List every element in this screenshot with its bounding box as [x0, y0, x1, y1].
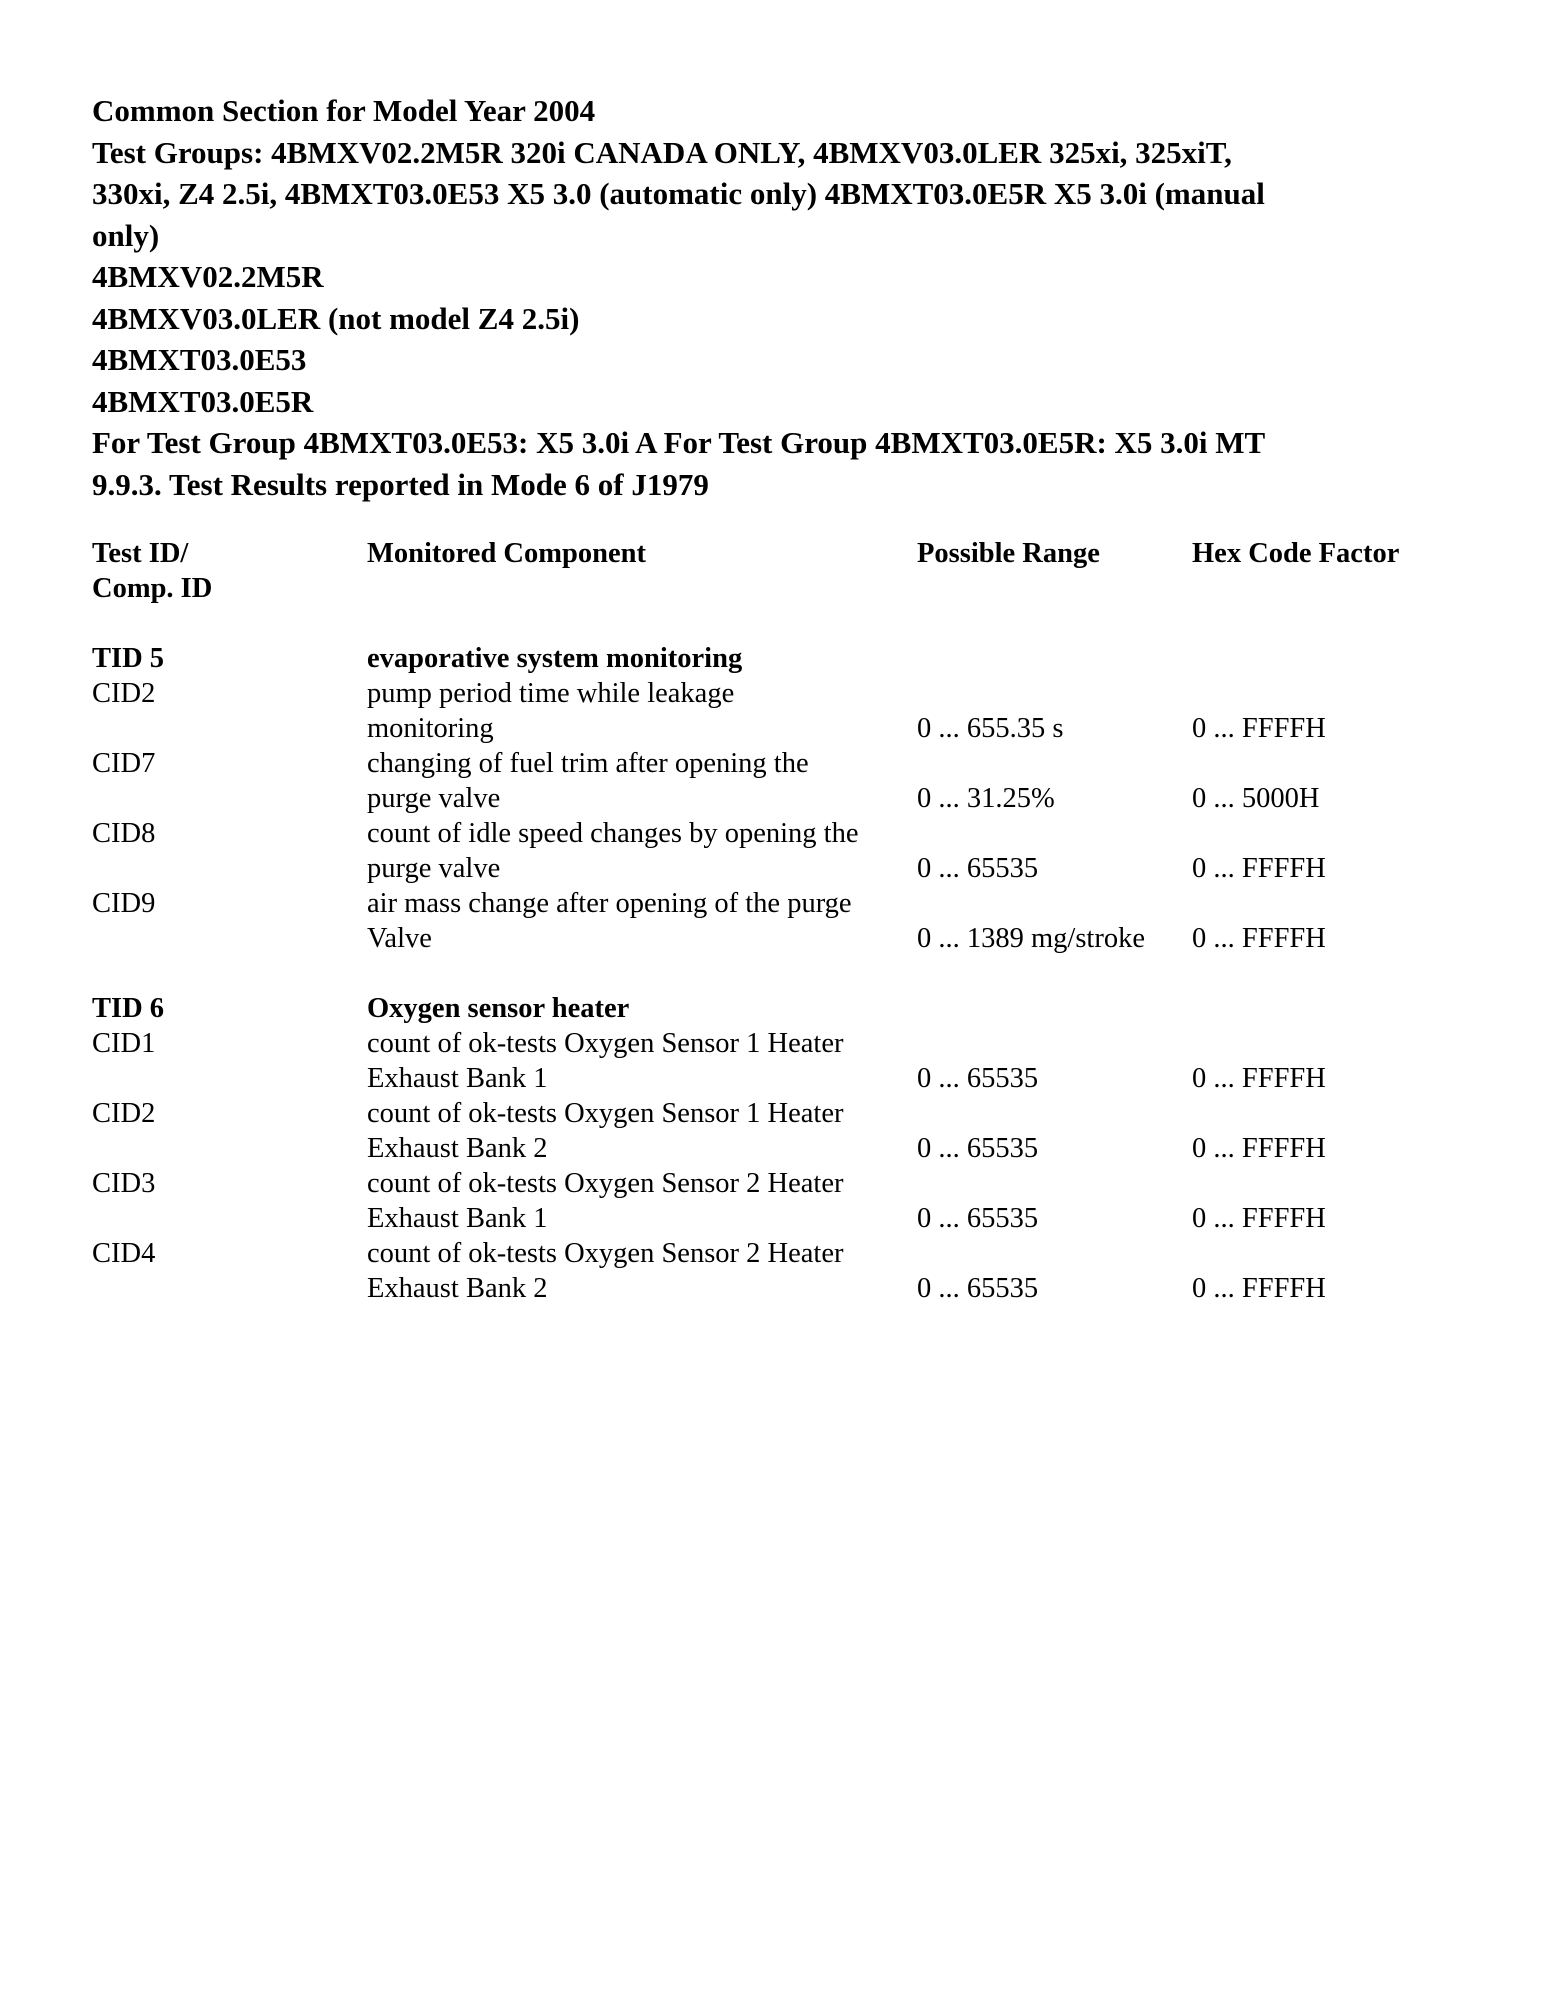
- row-range: 0 ... 65535: [917, 1133, 1039, 1164]
- table-row: [92, 886, 1492, 956]
- row-range: 0 ... 65535: [917, 1203, 1039, 1234]
- row-component-line-2: Exhaust Bank 2: [367, 1133, 548, 1164]
- row-component: [367, 676, 907, 746]
- table-row: [92, 1236, 1492, 1306]
- column-header-test-id-line-2: Comp. ID: [92, 573, 213, 604]
- group-title: Oxygen sensor heater: [367, 993, 630, 1024]
- document-header: [92, 90, 1512, 505]
- row-component-line-1: count of ok-tests Oxygen Sensor 2 Heater: [367, 1168, 844, 1199]
- header-test-groups-line-1: Test Groups: 4BMXV02.2M5R 320i CANADA ONLY, 4BMXV03.0LER 325xi, 325xiT,: [92, 134, 1232, 170]
- row-hex: 0 ... FFFFH: [1192, 1063, 1326, 1094]
- table-row: [92, 1096, 1492, 1166]
- row-cid: CID8: [92, 818, 156, 849]
- row-cid: CID7: [92, 748, 156, 779]
- header-title: Common Section for Model Year 2004: [92, 93, 596, 128]
- row-hex: 0 ... FFFFH: [1192, 1133, 1326, 1164]
- row-component-line-2: Valve: [367, 923, 432, 954]
- column-header-test-id-line-1: Test ID/: [92, 538, 189, 569]
- row-range: 0 ... 65535: [917, 1063, 1039, 1094]
- row-hex: 0 ... FFFFH: [1192, 1273, 1326, 1304]
- section-heading: 9.9.3. Test Results reported in Mode 6 of J1979: [92, 466, 709, 502]
- header-test-group-4: 4BMXT03.0E5R: [92, 383, 314, 419]
- row-component-line-1: count of ok-tests Oxygen Sensor 2 Heater: [367, 1238, 844, 1269]
- row-range: 0 ... 65535: [917, 853, 1039, 884]
- header-test-group-models: For Test Group 4BMXT03.0E53: X5 3.0i A For Test Group 4BMXT03.0E5R: X5 3.0i MT: [92, 425, 1266, 460]
- row-hex: 0 ... FFFFH: [1192, 713, 1326, 744]
- row-component: [367, 886, 907, 956]
- row-component-line-2: Exhaust Bank 2: [367, 1273, 548, 1304]
- table-row: [92, 746, 1492, 816]
- row-component-line-2: purge valve: [367, 853, 501, 884]
- row-range: 0 ... 31.25%: [917, 783, 1055, 814]
- group-title-row: [92, 641, 1492, 676]
- header-test-groups-line-2: 330xi, Z4 2.5i, 4BMXT03.0E53 X5 3.0 (automatic only) 4BMXT03.0E5R X5 3.0i (manual: [92, 176, 1265, 211]
- row-component-line-2: monitoring: [367, 713, 494, 744]
- table-header-row: [92, 536, 1492, 606]
- group-title-row: [92, 991, 1492, 1026]
- row-component-line-1: air mass change after opening of the purge: [367, 888, 852, 919]
- row-cid: CID9: [92, 888, 156, 919]
- header-test-group-3: 4BMXT03.0E53: [92, 342, 307, 377]
- row-component-line-1: changing of fuel trim after opening the: [367, 748, 809, 779]
- row-cid: CID1: [92, 1028, 156, 1059]
- row-cid: CID2: [92, 678, 156, 709]
- table-row: [92, 1026, 1492, 1096]
- row-range: 0 ... 65535: [917, 1273, 1039, 1304]
- row-component-line-1: count of ok-tests Oxygen Sensor 1 Heater: [367, 1028, 844, 1059]
- spacer: [92, 956, 1492, 991]
- row-cid: CID3: [92, 1168, 156, 1199]
- row-component: [367, 1236, 907, 1306]
- row-range: 0 ... 1389 mg/stroke: [917, 923, 1145, 954]
- test-results-table: [92, 536, 1492, 1306]
- group-tid: TID 6: [92, 993, 165, 1024]
- table-row: [92, 676, 1492, 746]
- header-test-groups-line-3: only): [92, 217, 160, 253]
- row-range: 0 ... 655.35 s: [917, 713, 1064, 744]
- row-component-line-2: Exhaust Bank 1: [367, 1203, 548, 1234]
- column-header-hex: Hex Code Factor: [1192, 538, 1400, 569]
- group-title: evaporative system monitoring: [367, 643, 743, 674]
- row-hex: 0 ... FFFFH: [1192, 853, 1326, 884]
- row-component: [367, 1166, 907, 1236]
- column-header-test-id: [92, 536, 352, 606]
- header-test-group-2: 4BMXV03.0LER (not model Z4 2.5i): [92, 300, 580, 336]
- row-cid: CID4: [92, 1238, 156, 1269]
- row-component: [367, 746, 907, 816]
- row-hex: 0 ... FFFFH: [1192, 1203, 1326, 1234]
- row-component-line-1: pump period time while leakage: [367, 678, 735, 709]
- row-component: [367, 1026, 907, 1096]
- row-component: [367, 816, 907, 886]
- row-hex: 0 ... FFFFH: [1192, 923, 1326, 954]
- group-tid: TID 5: [92, 643, 165, 674]
- row-component: [367, 1096, 907, 1166]
- row-component-line-2: purge valve: [367, 783, 501, 814]
- row-cid: CID2: [92, 1098, 156, 1129]
- row-component-line-2: Exhaust Bank 1: [367, 1063, 548, 1094]
- column-header-range: Possible Range: [917, 538, 1100, 569]
- header-test-group-1: 4BMXV02.2M5R: [92, 259, 324, 294]
- table-row: [92, 1166, 1492, 1236]
- table-row: [92, 816, 1492, 886]
- row-hex: 0 ... 5000H: [1192, 783, 1320, 814]
- row-component-line-1: count of ok-tests Oxygen Sensor 1 Heater: [367, 1098, 844, 1129]
- column-header-component: Monitored Component: [367, 538, 646, 569]
- row-component-line-1: count of idle speed changes by opening the: [367, 818, 859, 849]
- spacer: [92, 606, 1492, 641]
